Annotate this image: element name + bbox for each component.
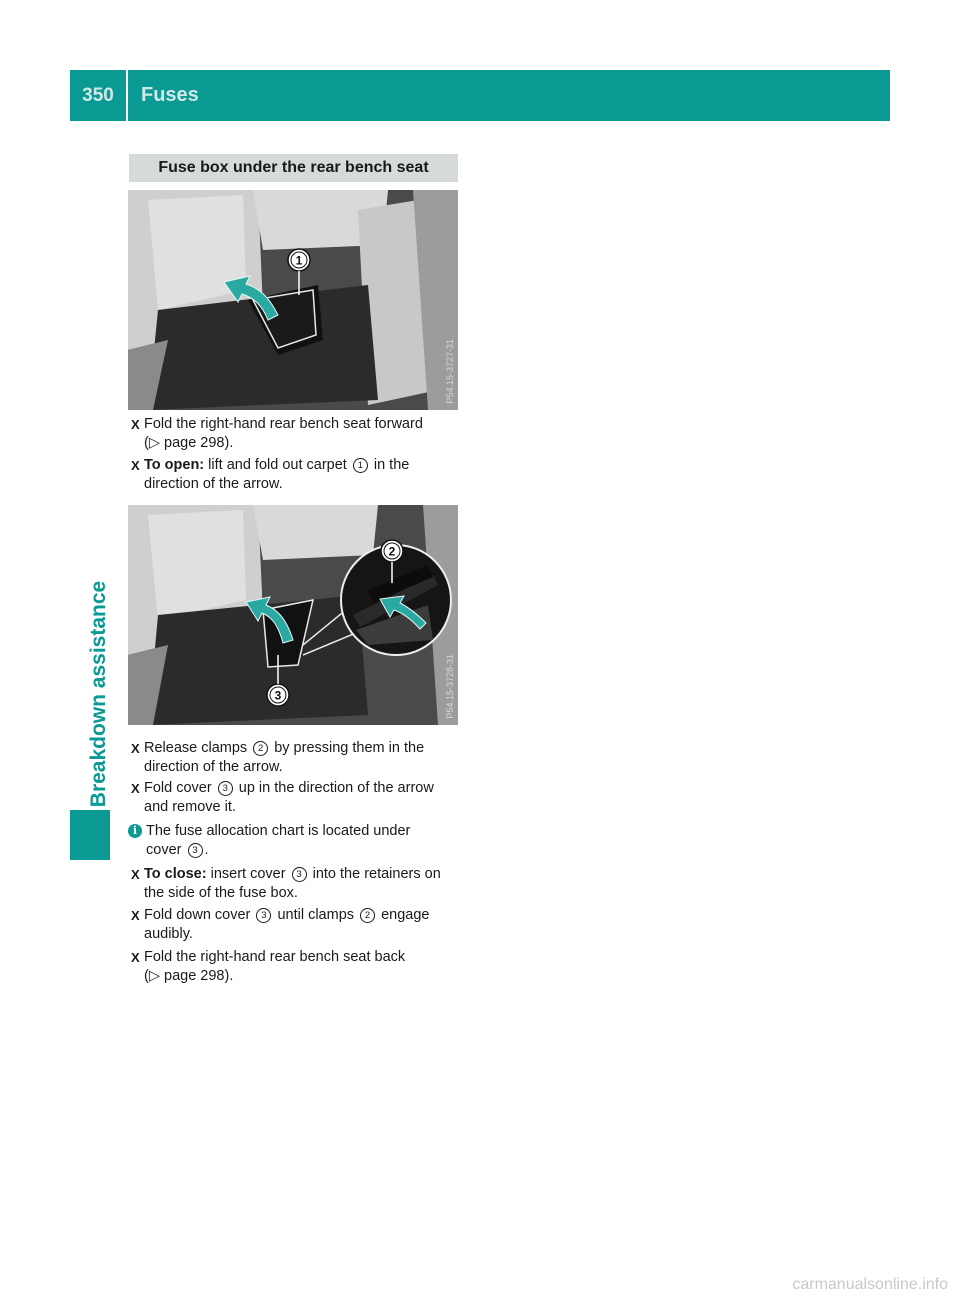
side-tab-label: Breakdown assistance	[87, 580, 110, 808]
step-marker: X	[131, 458, 140, 473]
info-icon: i	[128, 824, 142, 838]
info-note: i The fuse allocation chart is located under cover 3 .	[128, 822, 476, 860]
page-number: 350	[82, 84, 114, 106]
step-fold-forward: X Fold the right-hand rear bench seat forward (▷ page 298).	[131, 416, 423, 451]
side-tab-block	[70, 810, 110, 860]
subheading: Fuse box under the rear bench seat	[129, 154, 458, 182]
callout-ref-3: 3	[188, 843, 203, 858]
step-marker: X	[131, 950, 140, 965]
figure-code: P54.15-3728-31	[445, 654, 455, 719]
callout-ref-1: 1	[353, 458, 368, 473]
step-marker: X	[131, 741, 140, 756]
rear-seat-illustration-1	[128, 190, 458, 410]
callout-ref-2: 2	[253, 741, 268, 756]
callout-2: 2	[388, 544, 396, 559]
step-fold-seat-back: X Fold the right-hand rear bench seat back (▷ page 298).	[131, 949, 406, 984]
section-title: Fuses	[141, 84, 199, 106]
step-marker: X	[131, 417, 140, 432]
step-marker: X	[131, 908, 140, 923]
side-tab	[74, 564, 124, 824]
figure-carpet-fold	[128, 190, 458, 410]
callout-ref-3: 3	[292, 867, 307, 882]
figure-code: P54.15-3727-31	[445, 339, 455, 404]
rear-seat-illustration-2	[128, 505, 458, 725]
callout-ref-3: 3	[218, 781, 233, 796]
step-marker: X	[131, 867, 140, 882]
callout-ref-3: 3	[256, 908, 271, 923]
figure-cover-clamps	[128, 505, 458, 725]
callout-ref-2: 2	[360, 908, 375, 923]
callout-1: 1	[295, 253, 303, 268]
header-divider	[126, 70, 128, 121]
page-reference[interactable]: (▷ page 298).	[144, 435, 234, 451]
step-to-open: X To open: lift and fold out carpet 1 in the direction of the arrow.	[131, 457, 410, 492]
callout-3: 3	[274, 688, 282, 703]
step-fold-down-cover: X Fold down cover 3 until clamps 2 engage audibly.	[131, 907, 430, 942]
step-marker: X	[131, 781, 140, 796]
step-fold-cover: X Fold cover 3 up in the direction of the arrow and remove it.	[131, 780, 434, 815]
step-release-clamps: X Release clamps 2 by pressing them in the direction of the arrow.	[131, 740, 425, 775]
page-reference[interactable]: (▷ page 298).	[144, 968, 234, 984]
watermark: carmanualsonline.info	[792, 1276, 948, 1293]
step-to-close: X To close: insert cover 3 into the retainers on the side of the fuse box.	[131, 866, 441, 901]
